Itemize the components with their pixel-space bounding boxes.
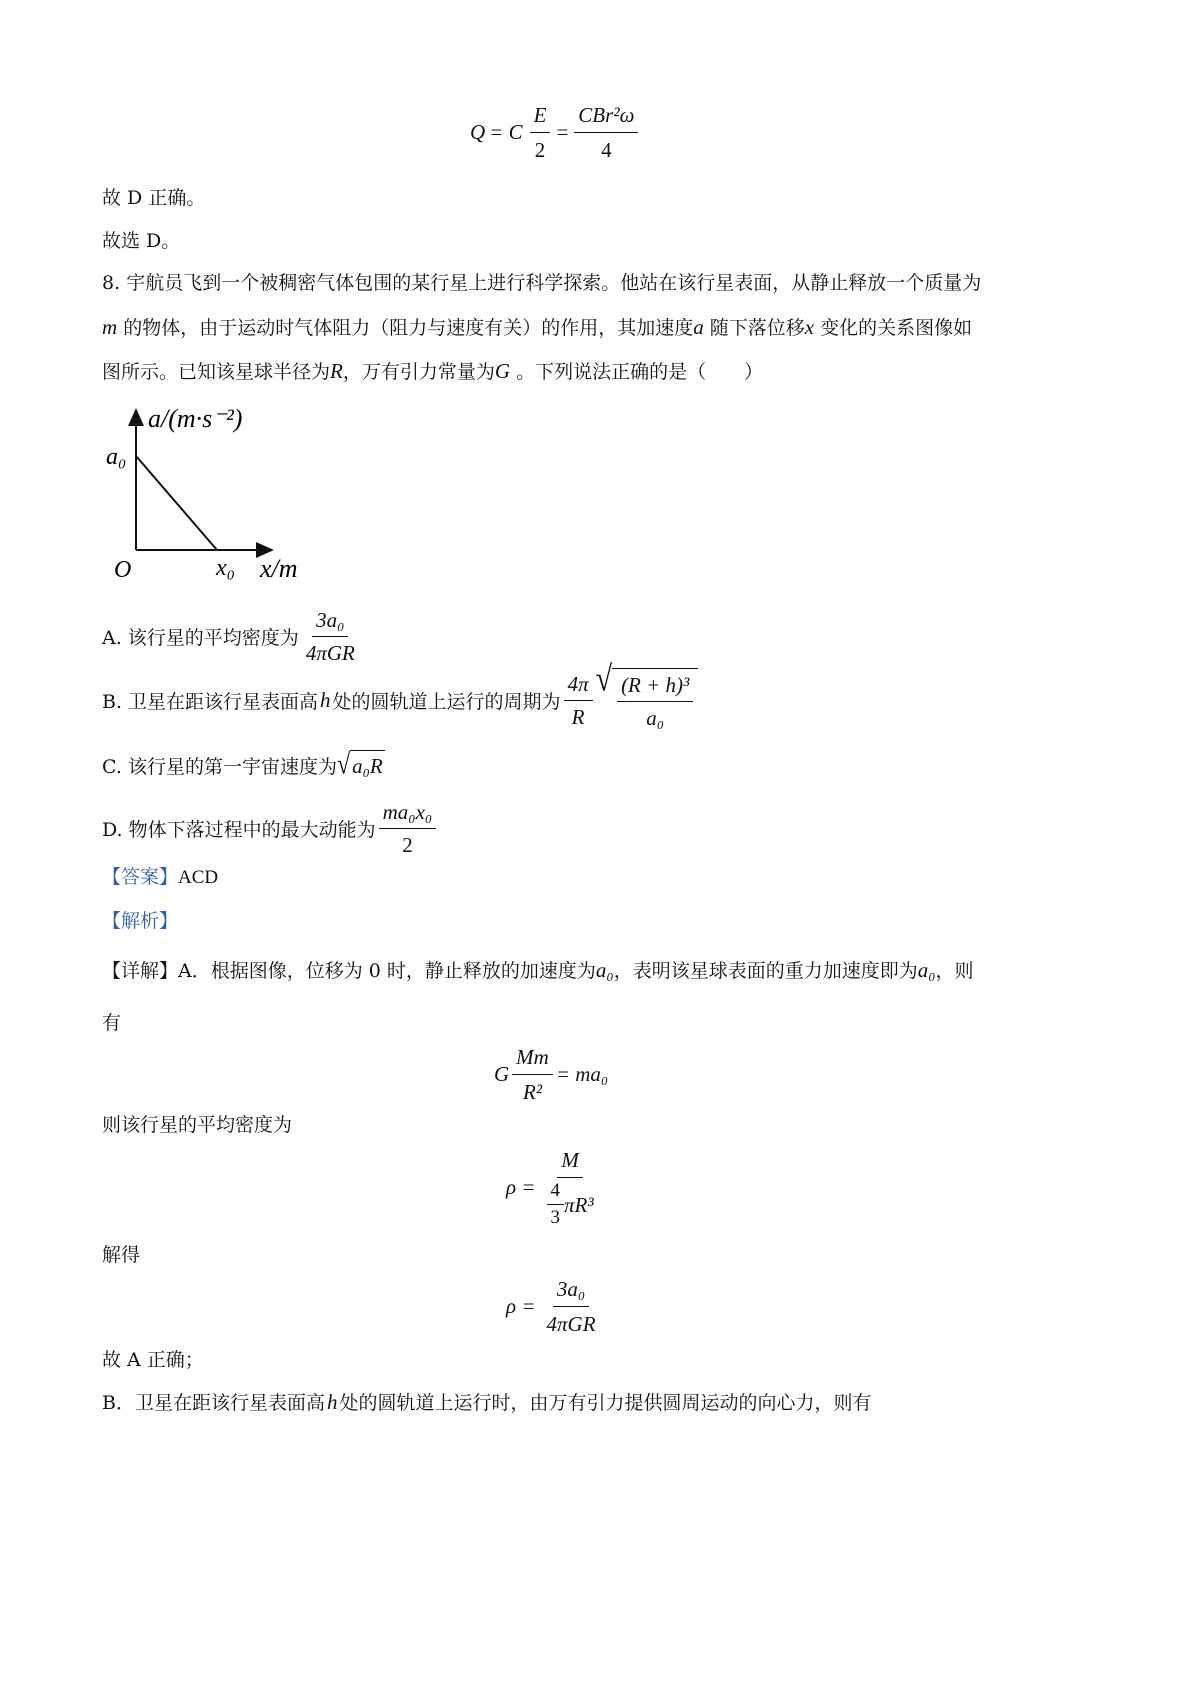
- origin-label: O: [114, 557, 132, 583]
- question-text: 的物体，由于运动时气体阻力（阻力与速度有关）的作用，其加速度: [117, 317, 694, 339]
- frac-den: [543, 1178, 598, 1229]
- var-g: G: [494, 359, 511, 383]
- radicand: [612, 668, 698, 732]
- line-d-correct: 故 D 正确。: [102, 187, 206, 209]
- radical-sign: √: [336, 749, 351, 781]
- option-d-fraction: [379, 798, 437, 859]
- fraction-e-over-2: [530, 100, 551, 165]
- var-x: x: [804, 315, 815, 339]
- frac-den: 4πGR: [305, 641, 355, 665]
- question-number: 8.: [102, 272, 121, 294]
- question-text: 。下列说法正确的是（ ）: [510, 361, 764, 383]
- density-intro: 则该行星的平均密度为: [102, 1114, 293, 1136]
- frac-num: 3a₀: [553, 1274, 589, 1307]
- option-c: [102, 750, 385, 780]
- frac-den: R²: [522, 1080, 543, 1104]
- a-correct: 故 A 正确；: [102, 1349, 204, 1371]
- y-intercept-label: a₀: [106, 444, 127, 470]
- frac-num: ma₀x₀: [379, 798, 437, 829]
- eq-rho: ρ =: [506, 1294, 536, 1318]
- option-b-fraction: [564, 670, 593, 731]
- frac-num: E: [530, 100, 551, 133]
- solve-label: 解得: [102, 1244, 141, 1266]
- analysis-tag: 【解析】: [102, 910, 179, 932]
- detail-text: ，则: [935, 960, 974, 982]
- eq-rho: ρ =: [506, 1174, 536, 1199]
- fraction-3a0-over-4pigr: [543, 1274, 600, 1339]
- fraction-4-over-3: [547, 1180, 565, 1229]
- var-m: m: [102, 315, 118, 339]
- frac-den: 4πGR: [546, 1312, 596, 1336]
- frac-num: M: [557, 1145, 583, 1178]
- frac-den: R: [571, 704, 585, 729]
- option-a: [102, 606, 362, 667]
- question-text: ，万有引力常量为: [342, 361, 495, 383]
- equation-charge: [470, 100, 641, 165]
- frac-den: 2: [534, 138, 546, 162]
- option-a-fraction: [302, 606, 359, 667]
- frac-num: 4: [547, 1180, 565, 1205]
- question-text: 图所示。已知该星球半径为: [102, 361, 331, 383]
- eq-q: Q: [470, 120, 486, 144]
- question-text: 宇航员飞到一个被稠密气体包围的某行星上进行科学探索。他站在该行星表面，从静止释放一个质量为: [126, 272, 982, 294]
- frac-num: CBr²ω: [574, 100, 638, 133]
- frac-num: Mm: [512, 1042, 553, 1075]
- frac-num: 3a₀: [312, 606, 348, 637]
- option-d-label: D. 物体下落过程中的最大动能为: [102, 819, 376, 841]
- answer-line: [102, 862, 218, 889]
- eq-g: G: [494, 1062, 510, 1086]
- eq-c: = C: [489, 120, 523, 144]
- frac-den: 2: [402, 833, 413, 857]
- radicand-fraction: [617, 671, 693, 732]
- detail-text: ，表明该星球表面的重力加速度即为: [613, 960, 918, 982]
- detail-line-2: 有: [102, 1012, 122, 1034]
- acceleration-graph: [100, 400, 340, 590]
- fraction-mm-over-r2: [512, 1042, 553, 1107]
- option-b-sqrt: [595, 659, 699, 732]
- fraction-cbr2w-over-4: [574, 100, 638, 165]
- question-line-3: [102, 357, 763, 384]
- fraction-density: [543, 1145, 598, 1229]
- option-b: [102, 659, 698, 732]
- frac-den: a₀: [646, 706, 665, 730]
- option-a-label: A. 该行星的平均密度为: [102, 627, 299, 649]
- question-line-1: [102, 268, 981, 295]
- detail-line-1: [102, 956, 974, 983]
- radicand: a₀R: [350, 750, 385, 780]
- equation-gravity: [494, 1042, 608, 1107]
- var-r: R: [330, 359, 343, 383]
- option-d: [102, 798, 439, 859]
- x-axis-label: x/m: [260, 554, 298, 583]
- eq-rhs: = ma₀: [555, 1062, 609, 1086]
- question-text: 随下落位移: [703, 317, 805, 339]
- question-line-2: [102, 313, 972, 340]
- detail-text: A．根据图像，位移为 0 时，静止释放的加速度为: [178, 960, 596, 982]
- line-choose-d: 故选 D。: [102, 230, 181, 252]
- data-line: [136, 456, 217, 550]
- eq-sign: =: [556, 120, 569, 144]
- frac-num: 4π: [564, 670, 593, 701]
- option-c-sqrt: [337, 750, 385, 780]
- b-text: 处的圆轨道上运行时，由万有引力提供圆周运动的向心力，则有: [339, 1392, 872, 1414]
- b-line: [102, 1388, 871, 1415]
- var-h: h: [320, 687, 331, 712]
- option-c-label: C. 该行星的第一宇宙速度为: [102, 755, 337, 778]
- question-text: 变化的关系图像如: [814, 317, 973, 339]
- radical-sign: √: [595, 659, 613, 699]
- y-axis-label: a/(m·s⁻²): [148, 404, 243, 433]
- option-b-label: B. 卫星在距该行星表面高: [102, 690, 319, 713]
- answer-tag: 【答案】: [102, 866, 179, 888]
- pi-r3: πR³: [564, 1192, 594, 1217]
- option-b-label-2: 处的圆轨道上运行的周期为: [332, 690, 561, 713]
- var-h: h: [326, 1390, 338, 1414]
- b-text: B．卫星在距该行星表面高: [102, 1392, 325, 1414]
- frac-den: 4: [601, 138, 612, 162]
- frac-den: 3: [550, 1207, 561, 1228]
- var-a: a: [693, 315, 704, 339]
- equation-density: [506, 1145, 601, 1229]
- answer-value: ACD: [178, 867, 219, 888]
- var-a0: a₀: [917, 958, 936, 982]
- equation-density-result: [506, 1274, 603, 1339]
- var-a0: a₀: [595, 958, 614, 982]
- x-intercept-label: x₀: [216, 555, 235, 581]
- frac-num: (R + h)³: [617, 671, 693, 702]
- detail-tag: 【详解】: [102, 960, 179, 982]
